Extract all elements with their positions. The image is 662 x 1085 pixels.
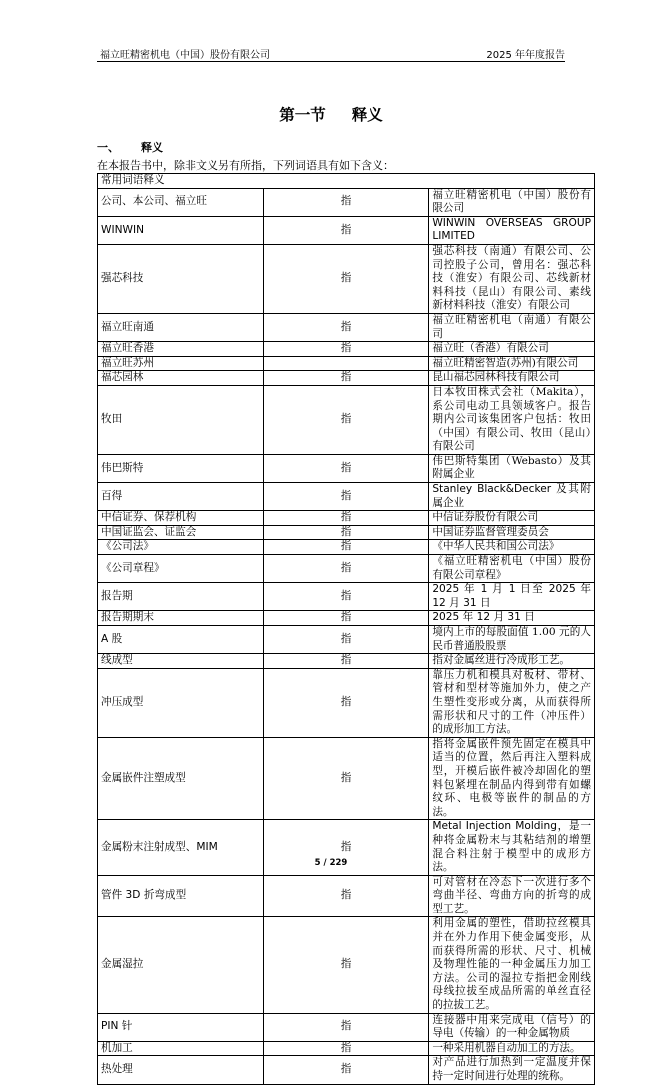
refers-to-cell: 指 xyxy=(263,511,429,526)
term-cell: 福立旺香港 xyxy=(98,342,264,357)
definition-cell: 一种采用机器自动加工的方法。 xyxy=(429,1041,595,1056)
refers-to-cell: 指 xyxy=(263,216,429,244)
definition-cell: 日本牧田株式会社（Makita），系公司电动工具领域客户。报告期内公司该集团客户包括：牧田（中国）有限公司、牧田（昆山）有限公司 xyxy=(429,385,595,454)
term-cell: 伟巴斯特 xyxy=(98,454,264,482)
table-row xyxy=(98,356,595,371)
term-cell: 福芯园林 xyxy=(98,371,264,386)
term-cell: PIN 针 xyxy=(98,1013,264,1041)
refers-to-cell: 指 xyxy=(263,820,429,875)
table-header: 常用词语释义 xyxy=(98,174,595,189)
table-row xyxy=(98,555,595,583)
table-row xyxy=(98,917,595,1013)
refers-to-cell: 指 xyxy=(263,483,429,511)
definition-cell: 指对金属丝进行冷成形工艺。 xyxy=(429,654,595,669)
table-row xyxy=(98,385,595,454)
refers-to-cell: 指 xyxy=(263,244,429,313)
term-cell: 牧田 xyxy=(98,385,264,454)
term-cell: 中国证监会、证监会 xyxy=(98,525,264,540)
definition-cell: 强芯科技（南通）有限公司、公司控股子公司，曾用名：强芯科技（淮安）有限公司、芯线新材料科技（昆山）有限公司、素线新材料科技（淮安）有限公司 xyxy=(429,244,595,313)
definition-cell: 中信证券股份有限公司 xyxy=(429,511,595,526)
table-row xyxy=(98,371,595,386)
term-cell: 金属粉末注射成型、MIM xyxy=(98,820,264,875)
refers-to-cell: 指 xyxy=(263,626,429,654)
definition-cell: 《福立旺精密机电（中国）股份有限公司章程》 xyxy=(429,555,595,583)
subsection-number: 一、 xyxy=(97,141,119,154)
definition-cell: 连接器中用来完成电（信号）的导电（传输）的一种金属物质 xyxy=(429,1013,595,1041)
section-title xyxy=(0,103,662,125)
definition-cell: WINWIN OVERSEAS GROUP LIMITED xyxy=(429,216,595,244)
refers-to-cell: 指 xyxy=(263,583,429,611)
term-cell: 公司、本公司、福立旺 xyxy=(98,188,264,216)
refers-to-cell: 指 xyxy=(263,875,429,917)
table-row xyxy=(98,668,595,737)
refers-to-cell: 指 xyxy=(263,342,429,357)
table-row xyxy=(98,454,595,482)
term-cell: 金属嵌件注塑成型 xyxy=(98,737,264,820)
definition-cell: 中国证券监督管理委员会 xyxy=(429,525,595,540)
refers-to-cell: 指 xyxy=(263,917,429,1013)
term-cell: 《公司章程》 xyxy=(98,555,264,583)
definition-cell: 昆山福芯园林科技有限公司 xyxy=(429,371,595,386)
header-report-title: 2025 年年度报告 xyxy=(486,50,565,61)
refers-to-cell: 指 xyxy=(263,737,429,820)
definition-cell: 指将金属嵌件预先固定在模具中适当的位置，然后再注入塑料成型，开模后嵌件被冷却固化的塑料包紧埋在制品内得到带有如螺纹环、电极等嵌件的制品的方法。 xyxy=(429,737,595,820)
refers-to-cell: 指 xyxy=(263,525,429,540)
table-row xyxy=(98,313,595,341)
term-cell: 报告期 xyxy=(98,583,264,611)
table-header-row xyxy=(98,174,595,189)
header-company-name: 福立旺精密机电（中国）股份有限公司 xyxy=(100,50,270,61)
definition-cell: 《中华人民共和国公司法》 xyxy=(429,540,595,555)
refers-to-cell: 指 xyxy=(263,654,429,669)
term-cell: A 股 xyxy=(98,626,264,654)
term-cell: 福立旺南通 xyxy=(98,313,264,341)
table-row xyxy=(98,611,595,626)
definition-cell: 福立旺（香港）有限公司 xyxy=(429,342,595,357)
definition-cell: 福立旺精密智造(苏州)有限公司 xyxy=(429,356,595,371)
table-row xyxy=(98,342,595,357)
term-cell: 百得 xyxy=(98,483,264,511)
refers-to-cell: 指 xyxy=(263,611,429,626)
table-row xyxy=(98,626,595,654)
term-cell: 机加工 xyxy=(98,1041,264,1056)
page-header xyxy=(97,42,565,62)
term-cell: 《公司法》 xyxy=(98,540,264,555)
refers-to-cell: 指 xyxy=(263,540,429,555)
term-cell: 管件 3D 折弯成型 xyxy=(98,875,264,917)
definitions-table xyxy=(97,173,595,1085)
intro-text: 在本报告书中，除非文义另有所指，下列词语具有如下含义： xyxy=(97,159,394,172)
refers-to-cell: 指 xyxy=(263,313,429,341)
term-cell: 中信证券、保荐机构 xyxy=(98,511,264,526)
term-cell: 金属湿拉 xyxy=(98,917,264,1013)
table-row xyxy=(98,540,595,555)
refers-to-cell: 指 xyxy=(263,1041,429,1056)
table-row xyxy=(98,188,595,216)
definition-cell: 2025 年 1 月 1 日至 2025 年 12 月 31 日 xyxy=(429,583,595,611)
section-title-name: 释义 xyxy=(351,106,383,124)
table-row xyxy=(98,1056,595,1084)
refers-to-cell xyxy=(263,356,429,371)
term-cell: 冲压成型 xyxy=(98,668,264,737)
refers-to-cell: 指 xyxy=(263,555,429,583)
header-rule xyxy=(97,61,565,62)
refers-to-cell: 指 xyxy=(263,454,429,482)
table-row xyxy=(98,1013,595,1041)
term-cell: 热处理 xyxy=(98,1056,264,1084)
table-row xyxy=(98,654,595,669)
definition-cell: 境内上市的每股面值 1.00 元的人民币普通股股票 xyxy=(429,626,595,654)
definition-cell: Stanley Black&Decker 及其附属企业 xyxy=(429,483,595,511)
table-row xyxy=(98,244,595,313)
refers-to-cell: 指 xyxy=(263,1056,429,1084)
definition-cell: 福立旺精密机电（南通）有限公司 xyxy=(429,313,595,341)
table-row xyxy=(98,216,595,244)
definition-cell: 福立旺精密机电（中国）股份有限公司 xyxy=(429,188,595,216)
term-cell: WINWIN xyxy=(98,216,264,244)
definition-cell: 利用金属的塑性，借助拉丝模具并在外力作用下使金属变形，从而获得所需的形状、尺寸、机械及物理性能的一种金属压力加工方法。公司的湿拉专指把金刚线母线拉拔至成品所需的单丝直径的拉拔工艺。 xyxy=(429,917,595,1013)
page-number: 5 / 229 xyxy=(314,858,348,868)
table-row xyxy=(98,583,595,611)
table-row xyxy=(98,737,595,820)
definition-cell: 靠压力机和模具对板材、带材、管材和型材等施加外力，使之产生塑性变形或分离，从而获得所需形状和尺寸的工件（冲压件）的成形加工方法。 xyxy=(429,668,595,737)
definition-cell: Metal Injection Molding，是一种将金属粉末与其粘结剂的增塑混合料注射于模型中的成形方法。 xyxy=(429,820,595,875)
definition-cell: 可对管材在冷态下一次进行多个弯曲半径、弯曲方向的折弯的成型工艺。 xyxy=(429,875,595,917)
subsection-heading xyxy=(97,139,163,155)
refers-to-cell: 指 xyxy=(263,668,429,737)
definition-cell: 2025 年 12 月 31 日 xyxy=(429,611,595,626)
term-cell: 强芯科技 xyxy=(98,244,264,313)
table-row xyxy=(98,511,595,526)
table-row xyxy=(98,525,595,540)
table-row xyxy=(98,483,595,511)
refers-to-cell: 指 xyxy=(263,385,429,454)
refers-to-cell: 指 xyxy=(263,188,429,216)
subsection-label: 释义 xyxy=(141,141,163,154)
table-row xyxy=(98,1041,595,1056)
term-cell: 福立旺苏州 xyxy=(98,356,264,371)
definition-cell: 对产品进行加热到一定温度并保持一定时间进行处理的统称。 xyxy=(429,1056,595,1084)
section-title-number: 第一节 xyxy=(279,106,326,124)
term-cell: 报告期期末 xyxy=(98,611,264,626)
table-row xyxy=(98,875,595,917)
definition-cell: 伟巴斯特集团（Webasto）及其附属企业 xyxy=(429,454,595,482)
refers-to-cell: 指 xyxy=(263,371,429,386)
term-cell: 线成型 xyxy=(98,654,264,669)
refers-to-cell: 指 xyxy=(263,1013,429,1041)
